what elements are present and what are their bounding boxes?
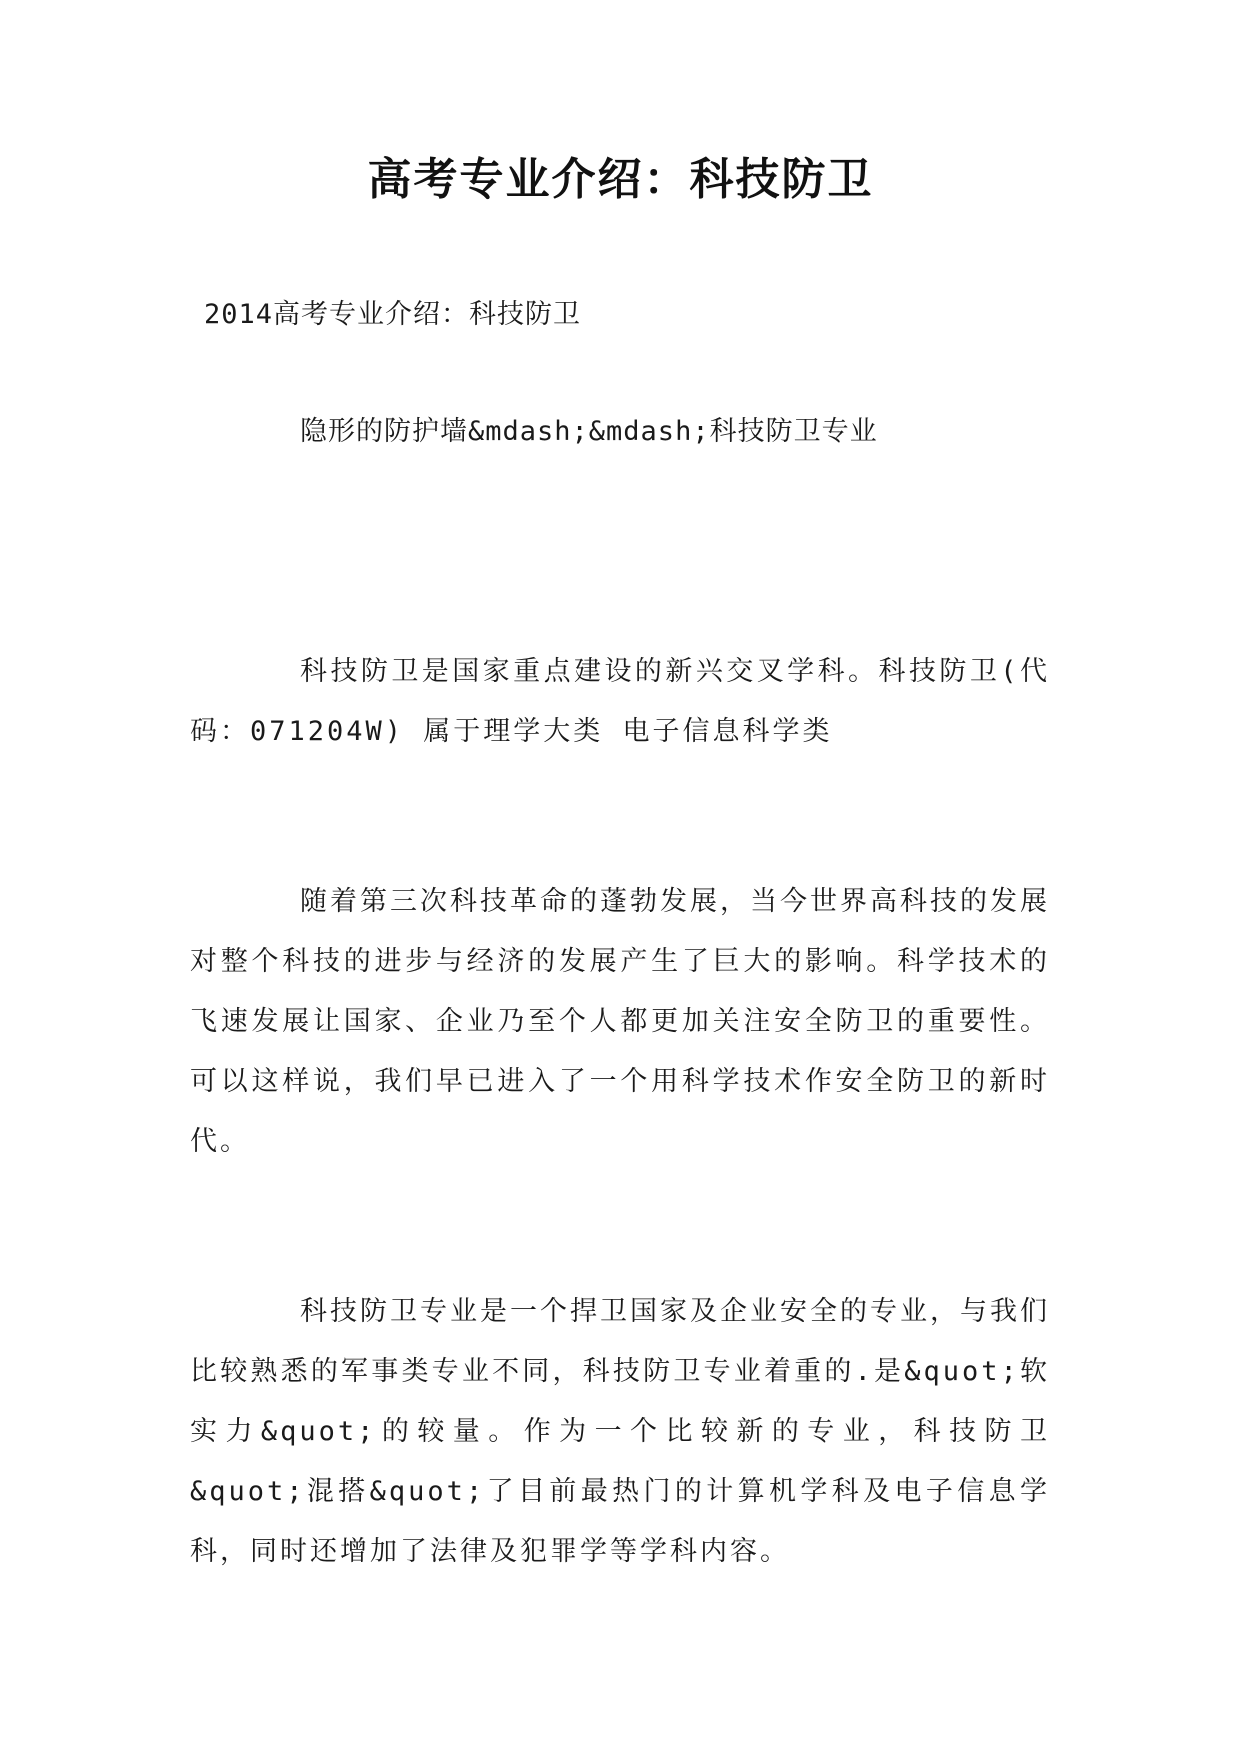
page-title: 高考专业介绍：科技防卫 xyxy=(367,154,874,205)
paragraph-intro: 科技防卫是国家重点建设的新兴交叉学科。科技防卫(代码：071204W) 属于理学大类 电子信息科学类 xyxy=(190,656,1050,747)
section-heading: 隐形的防护墙&mdash;&mdash;科技防卫专业 xyxy=(300,416,878,447)
document-subtitle: 2014高考专业介绍：科技防卫 xyxy=(204,299,582,330)
paragraph-major-description: 科技防卫专业是一个捍卫国家及企业安全的专业，与我们比较熟悉的军事类专业不同，科技防卫专业着重的.是&quot;软实力&quot;的较量。作为一个比较新的专业，科技防卫&quot;混搭&quot;了目前最热门的计算机学科及电子信息学科，同时还增加了法律及犯罪学等学科内容。 xyxy=(190,1296,1050,1567)
paragraph-background: 随着第三次科技革命的蓬勃发展，当今世界高科技的发展对整个科技的进步与经济的发展产生了巨大的影响。科学技术的飞速发展让国家、企业乃至个人都更加关注安全防卫的重要性。可以这样说，我们早已进入了一个用科学技术作安全防卫的新时代。 xyxy=(190,886,1050,1157)
